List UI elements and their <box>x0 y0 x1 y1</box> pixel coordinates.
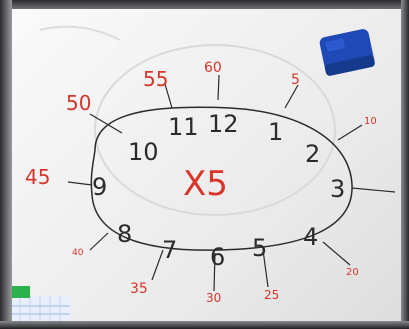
multiple-4: 20 <box>346 267 359 278</box>
multiple-12: 60 <box>204 60 222 76</box>
spoke-12 <box>218 75 219 100</box>
board-frame-left <box>0 0 12 329</box>
multiple-8: 40 <box>72 248 84 258</box>
clock-number-6: 6 <box>210 243 226 271</box>
clock-number-4: 4 <box>303 223 319 251</box>
clock-number-7: 7 <box>162 236 178 264</box>
clock-number-8: 8 <box>117 220 133 248</box>
spoke-3 <box>352 188 395 192</box>
multiple-6: 30 <box>206 291 222 305</box>
spoke-8 <box>90 233 108 250</box>
multiple-7: 35 <box>130 281 148 297</box>
whiteboard-eraser <box>319 28 376 77</box>
spoke-1 <box>285 85 298 108</box>
clock-number-12: 12 <box>208 110 239 138</box>
multiple-10: 50 <box>66 91 92 115</box>
board-frame-bottom <box>0 321 409 329</box>
center-label: X5 <box>183 164 228 204</box>
board-frame-right <box>401 0 409 329</box>
board-frame-top <box>0 0 409 9</box>
clock-number-9: 9 <box>92 173 108 201</box>
multiple-1: 5 <box>291 72 300 88</box>
clock-number-11: 11 <box>168 113 199 141</box>
spoke-4 <box>323 242 350 265</box>
spoke-9 <box>68 182 92 185</box>
faint-erased-mark <box>40 27 120 40</box>
clock-number-3: 3 <box>330 175 346 203</box>
multiple-11: 55 <box>143 67 169 91</box>
multiple-5: 25 <box>264 288 280 302</box>
spoke-2 <box>338 125 362 140</box>
clock-number-1: 1 <box>268 118 284 146</box>
clock-number-10: 10 <box>128 138 159 166</box>
multiple-9: 45 <box>25 165 51 189</box>
clock-number-2: 2 <box>305 140 321 168</box>
clock-number-5: 5 <box>252 234 268 262</box>
multiple-2: 10 <box>364 116 377 127</box>
